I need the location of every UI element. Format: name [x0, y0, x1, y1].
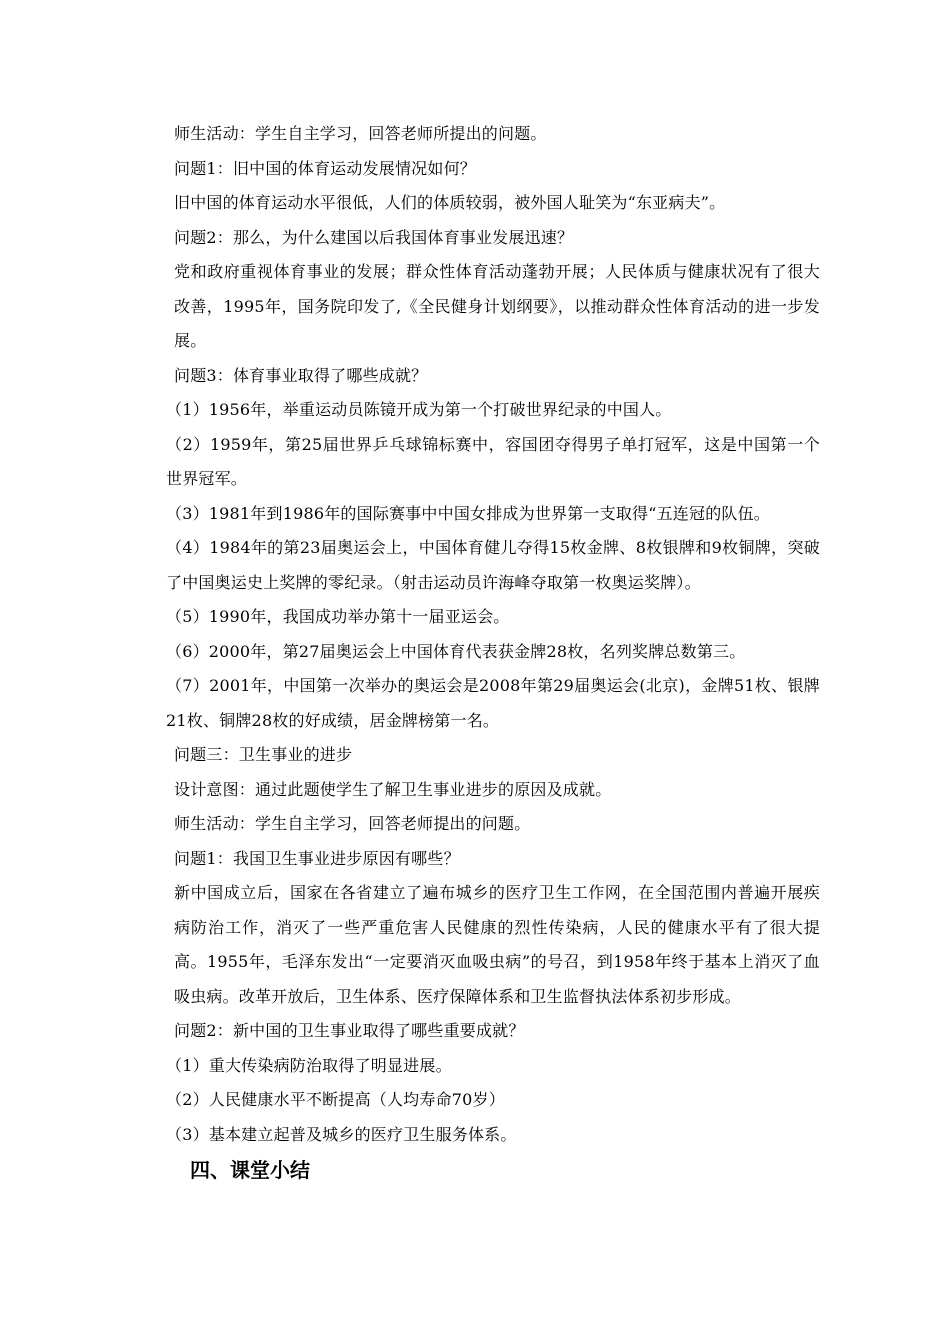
- achievement-item-4: （4）1984年的第23届奥运会上，中国体育健儿夺得15枚金牌、8枚银牌和9枚铜牌，突破了中国奥运史上奖牌的零纪录。（射击运动员许海峰夺取第一枚奥运奖牌）。: [166, 538, 820, 592]
- achievement-item-2: （2）1959年，第25届世界乒乓球锦标赛中，容国团夺得男子单打冠军，这是中国第一个世界冠军。: [166, 434, 820, 488]
- answer-2-sports: 党和政府重视体育事业的发展；群众性体育活动蓬勃开展；人民体质与健康状况有了很大改善，1995年，国务院印发了,《全民健身计划纲要》，以推动群众性体育活动的进一步发展。: [174, 262, 820, 350]
- section-heading-summary: 四、课堂小结: [190, 1158, 310, 1182]
- answer-1-health: 新中国成立后，国家在各省建立了遍布城乡的医疗卫生工作网，在全国范围内普遍开展疾病防治工作，消灭了一些严重危害人民健康的烈性传染病，人民的健康水平有了很大提高。1955年，毛泽东发出“一定要消灭血吸虫病”的号召，到1958年终于基本上消灭了血吸虫病。改革开放后，卫生体系、医疗保障体系和卫生监督执法体系初步形成。: [174, 883, 820, 1006]
- achievement-item-7: （7）2001年，中国第一次举办的奥运会是2008年第29届奥运会(北京)，金牌51枚、银牌21枚、铜牌28枚的好成绩，居金牌榜第一名。: [166, 676, 820, 730]
- paragraph-activity-2: 师生活动：学生自主学习，回答老师提出的问题。: [174, 814, 531, 833]
- health-achievement-1: （1）重大传染病防治取得了明显进展。: [166, 1055, 452, 1075]
- paragraph-activity-1: 师生活动：学生自主学习，回答老师所提出的问题。: [174, 124, 547, 143]
- question-2-health: 问题2：新中国的卫生事业取得了哪些重要成就？: [174, 1021, 525, 1040]
- design-intent: 设计意图：通过此题使学生了解卫生事业进步的原因及成就。: [174, 779, 612, 799]
- health-achievement-2: （2）人民健康水平不断提高（人均寿命70岁）: [166, 1090, 505, 1109]
- achievement-item-6: （6）2000年，第27届奥运会上中国体育代表获金牌28枚，名列奖牌总数第三。: [166, 641, 746, 661]
- document-page: [140, 117, 820, 1188]
- achievement-item-5: （5）1990年，我国成功举办第十一届亚运会。: [166, 607, 510, 626]
- achievement-item-3: （3）1981年到1986年的国际赛事中中国女排成为世界第一支取得“五连冠的队伍。: [166, 503, 770, 523]
- question-1-sports: 问题1：旧中国的体育运动发展情况如何？: [174, 158, 476, 178]
- question-2-sports: 问题2：那么，为什么建国以后我国体育事业发展迅速？: [174, 227, 574, 247]
- health-achievement-3: （3）基本建立起普及城乡的医疗卫生服务体系。: [166, 1124, 517, 1144]
- achievement-item-1: （1）1956年，举重运动员陈镜开成为第一个打破世界纪录的中国人。: [166, 400, 672, 419]
- question-3-sports: 问题3：体育事业取得了哪些成就？: [174, 365, 428, 385]
- answer-1-sports: 旧中国的体育运动水平很低，人们的体质较弱，被外国人耻笑为“东亚病夫”。: [174, 193, 726, 212]
- question-1-health: 问题1：我国卫生事业进步原因有哪些？: [174, 848, 460, 868]
- section-health-title: 问题三：卫生事业的进步: [174, 745, 353, 764]
